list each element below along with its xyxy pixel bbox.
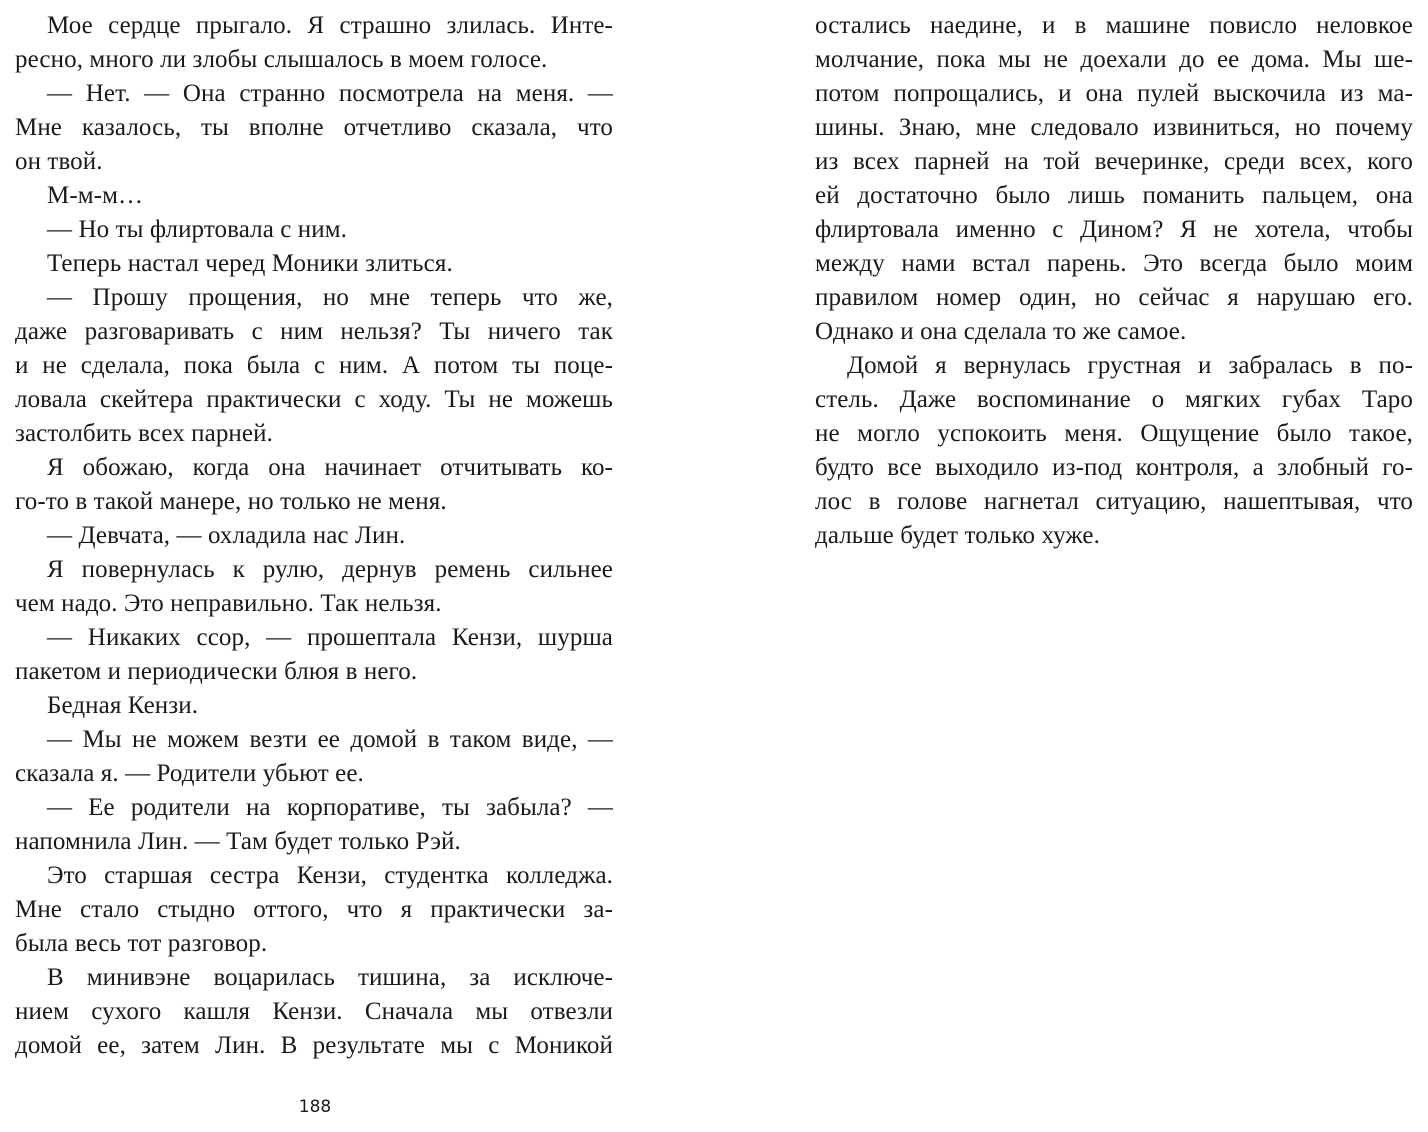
- text-line: он твой.: [15, 148, 103, 175]
- text-line: ей достаточно было лишь поманить пальцем, она: [815, 182, 1413, 209]
- text-line: между нами встал парень. Это всегда было моим: [815, 250, 1413, 277]
- text-line: пакетом и периодически блюя в него.: [15, 658, 418, 685]
- text-line: — Никаких ссор, — прошептала Кензи, шурша: [47, 624, 613, 651]
- left-page-text: [15, 9, 613, 1063]
- text-line: потом попрощались, и она пулей выскочила из ма-: [815, 80, 1413, 107]
- text-line: правилом номер один, но сейчас я нарушаю его.: [815, 284, 1413, 311]
- text-line: и не сделала, пока была с ним. А потом ты поце-: [15, 352, 613, 379]
- text-line: стель. Даже воспоминание о мягких губах Таро: [815, 386, 1413, 413]
- text-line: Это старшая сестра Кензи, студентка колледжа.: [47, 862, 613, 889]
- text-line: го-то в такой манере, но только не меня.: [15, 488, 447, 515]
- text-line: не могло успокоить меня. Ощущение было такое,: [815, 420, 1413, 447]
- text-line: Мне казалось, ты вполне отчетливо сказала, что: [15, 114, 613, 141]
- text-line: остались наедине, и в машине повисло неловкое: [815, 12, 1413, 39]
- text-line: Мне стало стыдно оттого, что я практически за-: [15, 896, 613, 923]
- right-page-text: [815, 9, 1413, 553]
- text-line: — Нет. — Она странно посмотрела на меня. —: [47, 80, 613, 107]
- text-line: Однако и она сделала то же самое.: [815, 318, 1187, 345]
- text-line: молчание, пока мы не доехали до ее дома. Мы ше-: [815, 46, 1413, 73]
- text-line: — Ее родители на корпоративе, ты забыла? —: [47, 794, 613, 821]
- text-line: шины. Знаю, мне следовало извиниться, но почему: [815, 114, 1413, 141]
- text-line: из всех парней на той вечеринке, среди всех, кого: [815, 148, 1413, 175]
- text-line: лос в голове нагнетал ситуацию, нашептывая, что: [815, 488, 1413, 515]
- text-line: — Девчата, — охладила нас Лин.: [47, 522, 406, 549]
- text-line: Мое сердце прыгало. Я страшно злилась. Инте-: [47, 12, 613, 39]
- text-line: флиртовала именно с Дином? Я не хотела, чтобы: [815, 216, 1413, 243]
- text-line: будто все выходило из-под контроля, а злобный го-: [815, 454, 1413, 481]
- text-line: даже разговаривать с ним нельзя? Ты ничего так: [15, 318, 613, 345]
- text-line: Я повернулась к рулю, дернув ремень сильнее: [47, 556, 613, 583]
- text-line: домой ее, затем Лин. В результате мы с Моникой: [15, 1032, 613, 1059]
- text-line: М-м-м…: [47, 182, 144, 209]
- text-line: была весь тот разговор.: [15, 930, 268, 957]
- text-line: Домой я вернулась грустная и забралась в по-: [847, 352, 1413, 379]
- text-line: ловала скейтера практически с ходу. Ты не можешь: [15, 386, 613, 413]
- text-line: В минивэне воцарилась тишина, за исключе-: [47, 964, 613, 991]
- page-number: 188: [298, 1097, 332, 1117]
- text-line: чем надо. Это неправильно. Так нельзя.: [15, 590, 442, 617]
- text-line: напомнила Лин. — Там будет только Рэй.: [15, 828, 461, 855]
- text-line: застолбить всех парней.: [15, 420, 273, 447]
- text-line: нием сухого кашля Кензи. Сначала мы отвезли: [15, 998, 613, 1025]
- text-line: Я обожаю, когда она начинает отчитывать ко-: [47, 454, 613, 481]
- text-line: Бедная Кензи.: [47, 692, 199, 719]
- text-line: — Прошу прощения, но мне теперь что же,: [47, 284, 613, 311]
- text-line: — Но ты флиртовала с ним.: [47, 216, 348, 243]
- text-line: сказала я. — Родители убьют ее.: [15, 760, 364, 787]
- text-line: Теперь настал черед Моники злиться.: [47, 250, 453, 277]
- text-line: — Мы не можем везти ее домой в таком виде, —: [47, 726, 613, 753]
- text-line: дальше будет только хуже.: [815, 522, 1100, 549]
- text-line: ресно, много ли злобы слышалось в моем голосе.: [15, 46, 548, 73]
